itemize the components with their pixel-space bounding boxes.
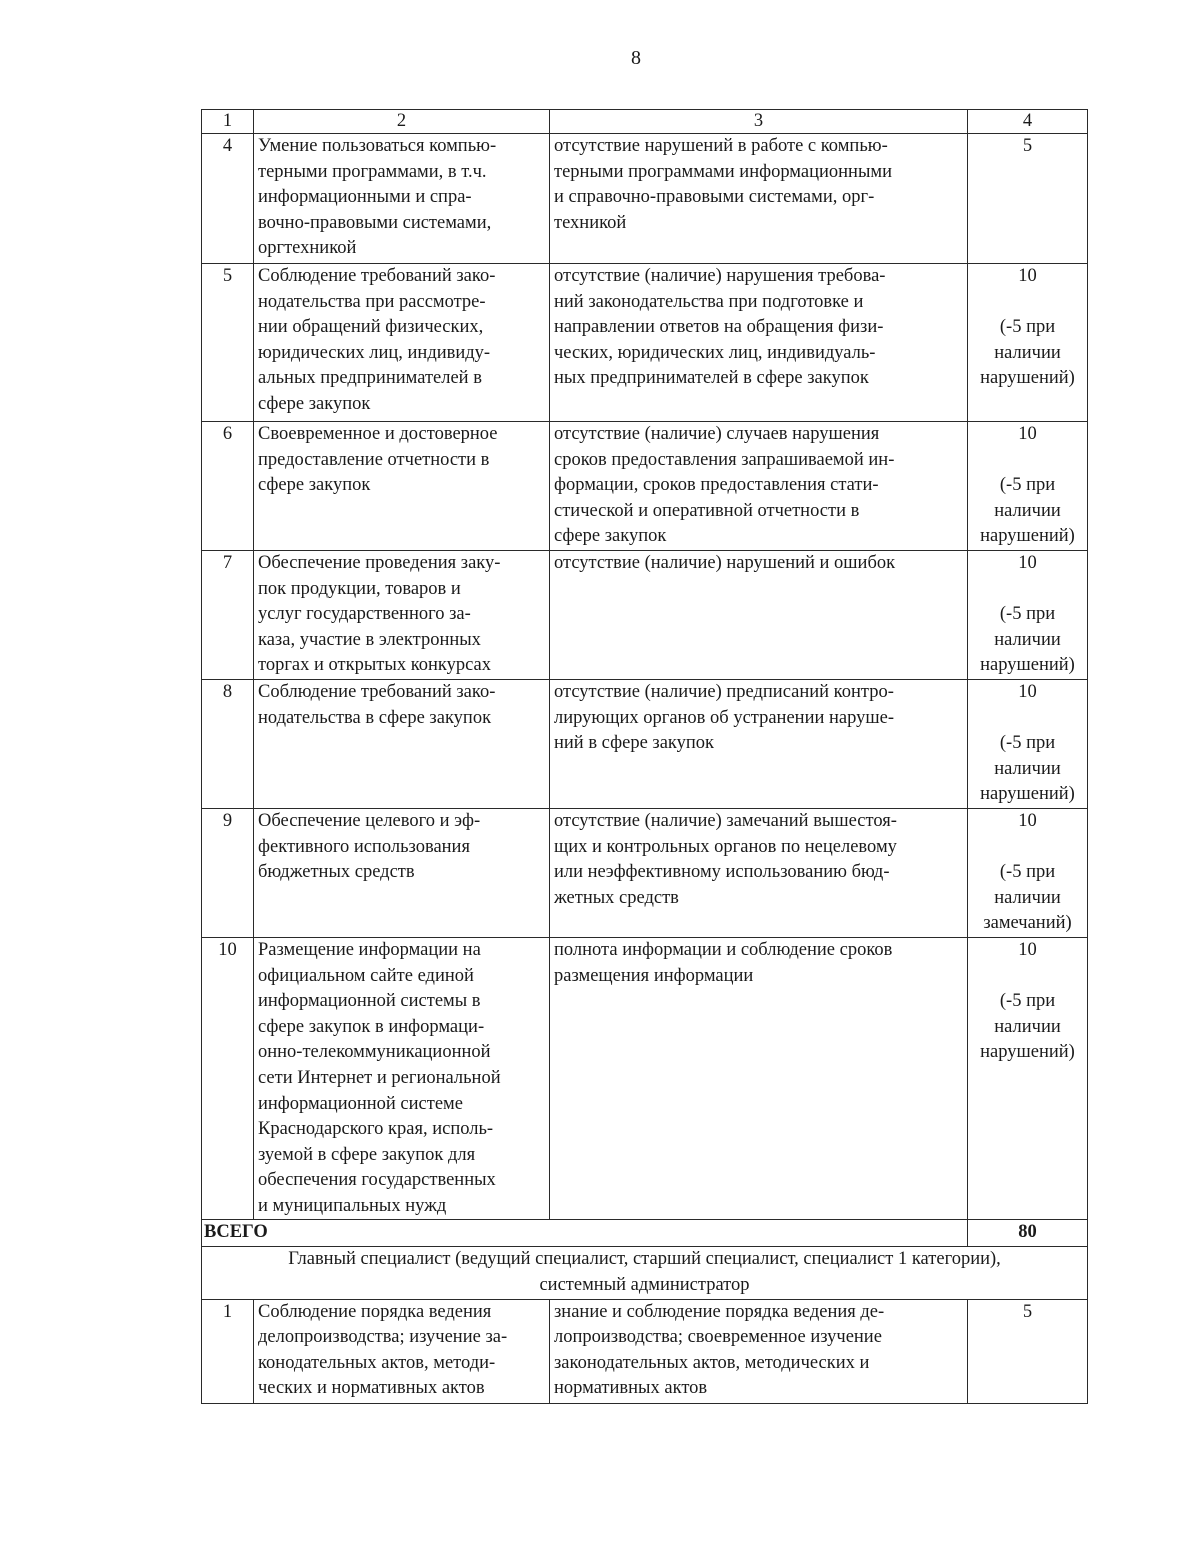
row-number: 7 <box>202 550 254 679</box>
total-label: ВСЕГО <box>202 1220 968 1247</box>
table-row <box>202 264 1088 422</box>
indicator-cell: отсутствие (наличие) замечаний вышестоя- щих и контрольных органов по нецелевому или неэффективному использованию бюд- жетных средств <box>550 808 968 937</box>
indicator-cell: знание и соблюдение порядка ведения де- лопроизводства; своевременное изучение законодательных актов, методических и нормативных актов <box>550 1299 968 1403</box>
column-number-3: 3 <box>550 110 968 134</box>
table-header-row <box>202 110 1088 134</box>
indicator-cell: полнота информации и соблюдение сроков размещения информации <box>550 937 968 1220</box>
criterion-cell: Обеспечение проведения заку- пок продукции, товаров и услуг государственного за- каза, участие в электронных торгах и открытых конкурсах <box>254 550 550 679</box>
table-row <box>202 1299 1088 1403</box>
criterion-cell: Соблюдение требований зако- нодательства при рассмотре- нии обращений физических, юридических лиц, индивиду- альных предпринимателей в сфере закупок <box>254 264 550 422</box>
table-row <box>202 937 1088 1220</box>
row-number: 5 <box>202 264 254 422</box>
table-row <box>202 550 1088 679</box>
table-row <box>202 679 1088 808</box>
row-number: 10 <box>202 937 254 1220</box>
row-number: 4 <box>202 134 254 264</box>
table-row <box>202 134 1088 264</box>
indicator-cell: отсутствие нарушений в работе с компью- терными программами информационными и справочно-правовыми системами, орг- техникой <box>550 134 968 264</box>
points-cell: 5 <box>968 1299 1088 1403</box>
indicator-cell: отсутствие (наличие) нарушения требова- ний законодательства при подготовке и направлении ответов на обращения физи- ческих, юридических лиц, индивидуаль- ных предпринимателей в сфере закупок <box>550 264 968 422</box>
evaluation-table <box>201 109 1088 1404</box>
criterion-cell: Обеспечение целевого и эф- фективного использования бюджетных средств <box>254 808 550 937</box>
indicator-cell: отсутствие (наличие) случаев нарушения сроков предоставления запрашиваемой ин- формации, сроков предоставления стати- стической и оперативной отчетности в сфере закупок <box>550 422 968 551</box>
points-cell: 10 (-5 при наличии нарушений) <box>968 422 1088 551</box>
column-number-1: 1 <box>202 110 254 134</box>
criterion-cell: Размещение информации на официальном сайте единой информационной системы в сфере закупок в информаци- онно-телекоммуникационной сети Интернет и региональной информационной системе Краснодарского края, исполь- зуемой в сфере закупок для обеспечения государственных и муниципальных нужд <box>254 937 550 1220</box>
table-row <box>202 422 1088 551</box>
points-cell: 10 (-5 при наличии нарушений) <box>968 264 1088 422</box>
row-number: 8 <box>202 679 254 808</box>
indicator-cell: отсутствие (наличие) предписаний контро- лирующих органов об устранении наруше- ний в сфере закупок <box>550 679 968 808</box>
criterion-cell: Умение пользоваться компью- терными программами, в т.ч. информационными и спра- вочно-правовыми системами, оргтехникой <box>254 134 550 264</box>
points-cell: 5 <box>968 134 1088 264</box>
criterion-cell: Соблюдение порядка ведения делопроизводства; изучение за- конодательных актов, методи- ческих и нормативных актов <box>254 1299 550 1403</box>
row-number: 1 <box>202 1299 254 1403</box>
points-cell: 10 (-5 при наличии нарушений) <box>968 679 1088 808</box>
criterion-cell: Своевременное и достоверное предоставление отчетности в сфере закупок <box>254 422 550 551</box>
total-value: 80 <box>968 1220 1088 1247</box>
row-number: 9 <box>202 808 254 937</box>
column-number-4: 4 <box>968 110 1088 134</box>
points-cell: 10 (-5 при наличии замечаний) <box>968 808 1088 937</box>
page-number: 8 <box>631 47 641 69</box>
points-cell: 10 (-5 при наличии нарушений) <box>968 937 1088 1220</box>
row-number: 6 <box>202 422 254 551</box>
total-row <box>202 1220 1088 1247</box>
column-number-2: 2 <box>254 110 550 134</box>
section-title-row <box>202 1247 1088 1299</box>
criterion-cell: Соблюдение требований зако- нодательства в сфере закупок <box>254 679 550 808</box>
table-row <box>202 808 1088 937</box>
points-cell: 10 (-5 при наличии нарушений) <box>968 550 1088 679</box>
indicator-cell: отсутствие (наличие) нарушений и ошибок <box>550 550 968 679</box>
section-title: Главный специалист (ведущий специалист, старший специалист, специалист 1 категории), системный администратор <box>202 1247 1088 1299</box>
